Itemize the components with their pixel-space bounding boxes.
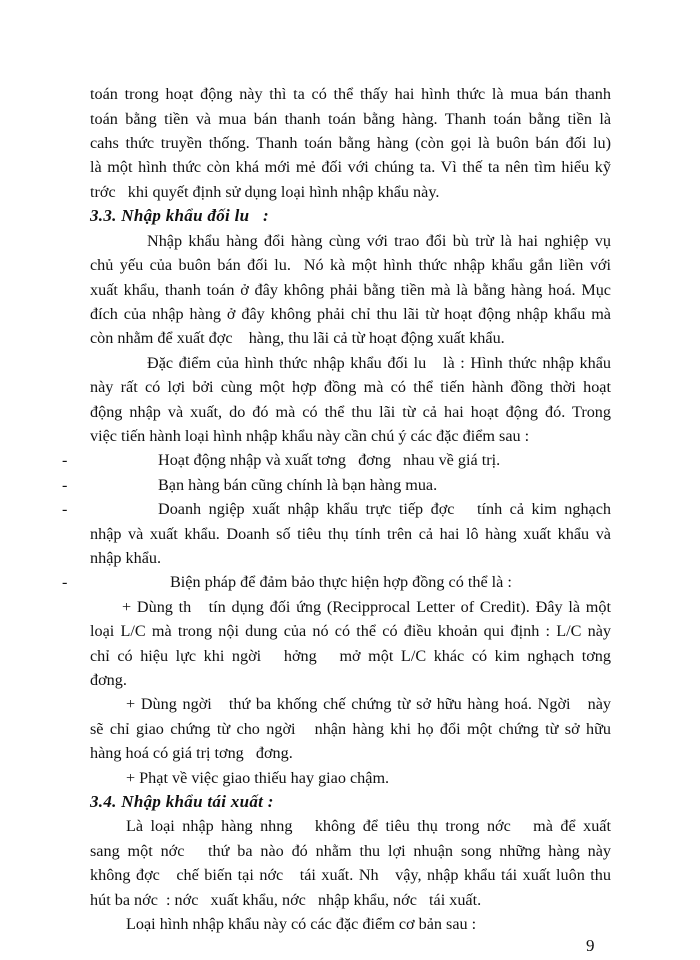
- text-line: chỉ có hiệu lực khi ngời hởng mở một L/C khác có kim nghạch tơng: [90, 647, 611, 665]
- text-line: sẽ chỉ giao chứng từ cho ngời nhận hàng khi họ đổi một chứng từ sở hữu: [90, 720, 611, 738]
- text-line: toán bằng tiền và mua bán thanh toán bằng hàng. Thanh toán bằng tiền là: [90, 110, 611, 128]
- text-line: chủ yếu của buôn bán đối lu. Nó kà một hình thức nhập khẩu gắn liền với: [90, 256, 611, 274]
- text-line: Biện pháp để đảm bảo thực hiện hợp đồng có thể là :: [170, 573, 512, 591]
- text-line: Hoạt động nhập và xuất tơng đơng nhau về giá trị.: [158, 451, 501, 469]
- text-line: này rất có lợi bởi cùng một hợp đồng mà có thể tiến hành đồng thời hoạt: [90, 378, 611, 396]
- section-heading-3-3: 3.3. Nhập khẩu đối lu :: [90, 206, 269, 225]
- text-line: sang một nớc thứ ba nào đó nhằm thu lợi nhuận song những hàng này: [90, 842, 611, 860]
- text-line: là một hình thức còn khá mới mẻ đối với chúng ta. Vì thế ta nên tìm hiểu kỹ: [90, 158, 611, 176]
- page-number: 9: [586, 936, 595, 955]
- text-line: việc tiến hành loại hình nhập khẩu này cần chú ý các đặc điểm sau :: [90, 427, 530, 445]
- text-line: + Dùng ngời thứ ba khống chế chứng từ sở hữu hàng hoá. Ngời này: [126, 695, 611, 713]
- text-line: Là loại nhập hàng nhng không để tiêu thụ trong nớc mà để xuất: [126, 817, 611, 835]
- text-line: còn nhằm để xuất đợc hàng, thu lãi cả từ hoạt động xuất khẩu.: [90, 329, 505, 347]
- bullet-dash: -: [62, 500, 68, 518]
- text-line: đơng.: [90, 671, 127, 689]
- bullet-dash: -: [62, 476, 68, 494]
- text-line: toán trong hoạt động này thì ta có thể thấy hai hình thức là mua bán thanh: [90, 85, 611, 103]
- text-line: hàng hoá có giá trị tơng đơng.: [90, 744, 293, 762]
- text-line: trớc khi quyết định sử dụng loại hình nhập khẩu này.: [90, 183, 440, 201]
- text-line: nhập và xuất khẩu. Doanh số tiêu thụ tính trên cả hai lô hàng xuất khẩu và: [90, 525, 611, 543]
- bullet-dash: -: [62, 451, 68, 469]
- text-line: Nhập khẩu hàng đổi hàng cùng với trao đổi bù trừ là hai nghiệp vụ: [147, 232, 611, 250]
- text-line: loại L/C mà trong nội dung của nó có thể có điều khoản qui định : L/C này: [90, 622, 611, 640]
- text-line: động nhập và xuất, do đó mà có thể thu lãi từ cả hai hoạt động đó. Trong: [90, 403, 611, 421]
- text-line: xuất khẩu, thanh toán ở đây không phải bằng tiền mà là bằng hàng hoá. Mục: [90, 281, 611, 299]
- text-line: cahs thức truyền thống. Thanh toán bằng hàng (còn gọi là buôn bán đối lu): [90, 134, 611, 152]
- bullet-dash: -: [62, 573, 68, 591]
- text-line: + Phạt về việc giao thiếu hay giao chậm.: [126, 769, 390, 787]
- section-heading-3-4: 3.4. Nhập khẩu tái xuất :: [90, 792, 274, 811]
- text-line: không đợc chế biến tại nớc tái xuất. Nh vậy, nhập khẩu tái xuất luôn thu: [90, 866, 611, 884]
- text-line: Đặc điểm của hình thức nhập khẩu đối lu là : Hình thức nhập khẩu: [147, 354, 611, 372]
- text-line: đích của nhập hàng ở đây không phải chỉ thu lãi từ hoạt động nhập khẩu mà: [90, 305, 611, 323]
- text-line: Doanh ngiệp xuất nhập khẩu trực tiếp đợc tính cả kim nghạch: [158, 500, 611, 518]
- text-line: Loại hình nhập khẩu này có các đặc điểm cơ bản sau :: [126, 915, 477, 933]
- text-line: Bạn hàng bán cũng chính là bạn hàng mua.: [158, 476, 438, 494]
- text-line: hút ba nớc : nớc xuất khẩu, nớc nhập khẩu, nớc tái xuất.: [90, 891, 482, 909]
- text-line: + Dùng th tín dụng đối ứng (Recipprocal Letter of Credit). Đây là một: [122, 598, 611, 616]
- text-line: nhập khẩu.: [90, 549, 162, 567]
